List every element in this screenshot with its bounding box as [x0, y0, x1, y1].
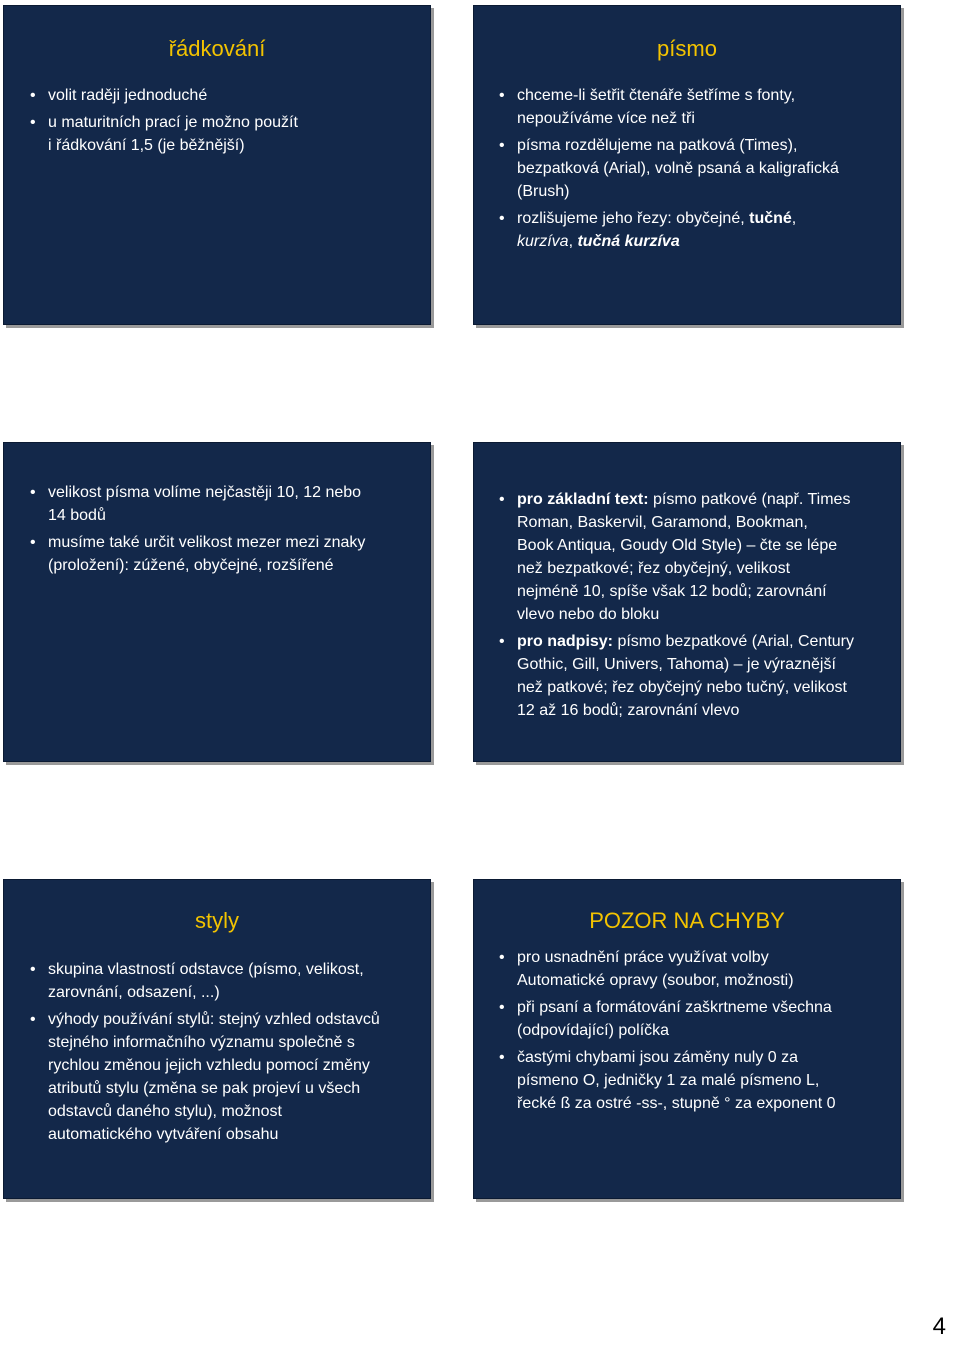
- bold-text: pro základní text:: [517, 491, 649, 508]
- slide-title: styly: [195, 908, 239, 933]
- item-text: rozlišujeme jeho řezy: obyčejné,: [517, 210, 750, 227]
- bullet-list: [30, 84, 425, 161]
- item-text: písmo bezpatkové (Arial, Century Gothic, Gill, Univers, Tahoma) – je výraznější než patkové; řez obyčejný nebo tučný, velikost 12 až 16 bodů; zarovnání vlevo: [517, 633, 855, 719]
- list-item: • musíme také určit velikost mezer mezi znaky (proložení): zúžené, obyčejné, rozšířené: [30, 531, 425, 577]
- item-text: ,: [568, 233, 578, 250]
- bullet-list: [499, 84, 897, 257]
- list-item: [499, 488, 897, 626]
- list-item: • velikost písma volíme nejčastěji 10, 12 nebo 14 bodů: [30, 481, 425, 527]
- list-item: [499, 207, 897, 253]
- item-text: ,: [791, 210, 797, 227]
- slide-styly: [3, 879, 431, 1199]
- bullet-list: [30, 958, 425, 1150]
- bold-text: pro nadpisy:: [517, 633, 614, 650]
- slide-radkovani: [3, 5, 431, 325]
- list-item: • pro usnadnění práce využívat volby Automatické opravy (soubor, možnosti): [499, 946, 897, 992]
- list-item: [499, 630, 897, 722]
- page-number: 4: [932, 1313, 946, 1340]
- slide-title: písmo: [657, 36, 717, 61]
- bold-text: tučné: [749, 210, 792, 227]
- slide-zakladni-text: [473, 442, 901, 762]
- item-text: písmo patkové (např. Times Roman, Baskervil, Garamond, Bookman, Book Antiqua, Goudy Old Style) – čte se lépe než bezpatkové; řez obyčejný, velikost nejméně 10, spíše však 12 bodů; zarovnání vlevo nebo do bloku: [517, 491, 851, 623]
- list-item: • častými chybami jsou záměny nuly 0 za písmeno O, jedničky 1 za malé písmeno L, řecké ß za ostré -ss-, stupně ° za exponent 0: [499, 1046, 897, 1115]
- bullet-list: [30, 481, 425, 581]
- slide-title: řádkování: [168, 36, 266, 61]
- slide-pismo: [473, 5, 901, 325]
- bullet-list: [499, 488, 897, 726]
- list-item: • u maturitních prací je možno použít i řádkování 1,5 (je běžnější): [30, 111, 425, 157]
- italic-text: kurzíva: [517, 233, 569, 250]
- list-item: • výhody používání stylů: stejný vzhled odstavců stejného informačního významu společně s rychlou změnou jejich vzhledu pomocí změny atributů stylu (změna se pak projeví u všech odstavců daného stylu), možnost automatického vytváření obsahu: [30, 1008, 425, 1146]
- list-item: • chceme-li šetřit čtenáře šetříme s fonty, nepoužíváme více než tři: [499, 84, 897, 130]
- slide-velikost: [3, 442, 431, 762]
- bullet-list: [499, 946, 897, 1119]
- list-item: • písma rozdělujeme na patková (Times), bezpatková (Arial), volně psaná a kaligrafická (Brush): [499, 134, 897, 203]
- list-item: • při psaní a formátování zaškrtneme všechna (odpovídající) políčka: [499, 996, 897, 1042]
- slide-title: POZOR NA CHYBY: [589, 908, 785, 933]
- slide-pozor-na-chyby: [473, 879, 901, 1199]
- list-item: • volit raději jednoduché: [30, 84, 425, 107]
- list-item: • skupina vlastností odstavce (písmo, velikost, zarovnání, odsazení, ...): [30, 958, 425, 1004]
- bold-italic-text: tučná kurzíva: [577, 233, 680, 250]
